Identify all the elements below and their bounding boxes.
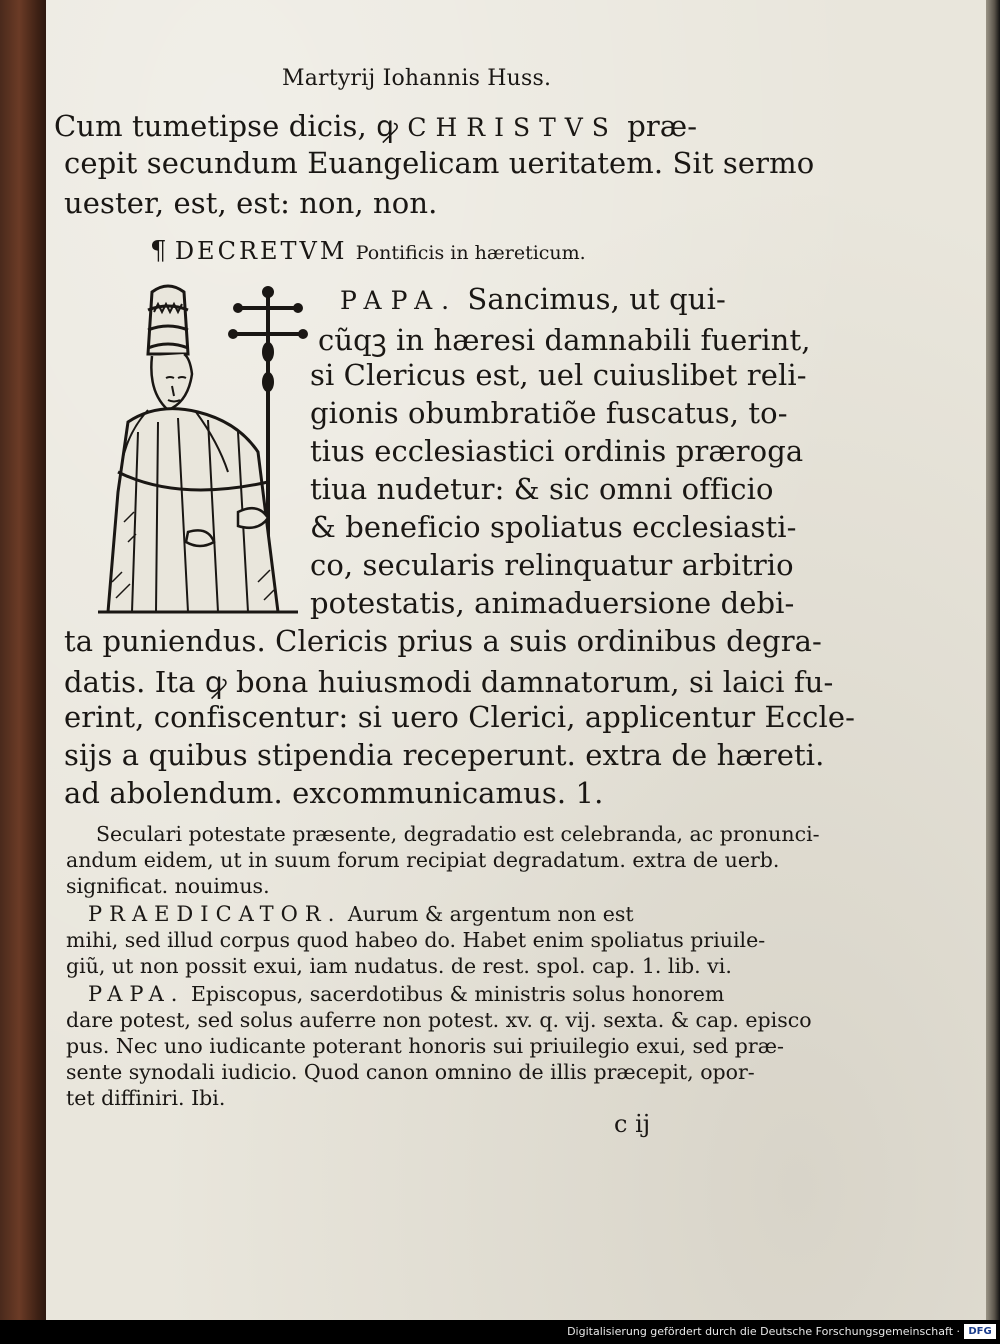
intro-line-2: cepit secundum Euangelicam ueritatem. Sit sermo: [64, 146, 815, 180]
papa-line-3: si Clericus est, uel cuiuslibet reli-: [310, 358, 807, 392]
intro-line-3: uester, est, est: non, non.: [64, 186, 438, 220]
pope-woodcut-illustration: [88, 282, 308, 618]
papa2-line-1-text: Episcopus, sacerdotibus & ministris solus honorem: [184, 982, 725, 1006]
funding-credit: Digitalisierung gefördert durch die Deutsche Forschungsgemeinschaft ·: [567, 1325, 960, 1338]
praedicator-speaker-label: PRAEDICATOR.: [88, 902, 342, 926]
body-line-2: datis. Ita ꝙ bona huiusmodi damnatorum, si laici fu-: [64, 665, 834, 699]
note-line-3: significat. nouimus.: [66, 874, 270, 898]
papa-line-8: co, secularis relinquatur arbitrio: [310, 548, 794, 582]
body-line-5: ad abolendum. excommunicamus. 1.: [64, 776, 604, 810]
pilcrow-mark: ¶: [150, 236, 167, 266]
papa2-line-2: dare potest, sed solus auferre non potest. xv. q. vij. sexta. & cap. episco: [66, 1008, 812, 1032]
book-binding: [0, 0, 48, 1320]
praedicator-line-1: [88, 902, 634, 926]
intro-line-1: [54, 106, 697, 145]
praedicator-line-3: giũ, ut non possit exui, iam nudatus. de rest. spol. cap. 1. lib. vi.: [66, 954, 732, 978]
papa-line-1: [340, 282, 726, 316]
body-line-1: ta puniendus. Clericis prius a suis ordinibus degra-: [64, 624, 822, 658]
papa-line-4: gionis obumbratiõe fuscatus, to-: [310, 396, 788, 430]
papa-line-9: potestatis, animaduersione debi-: [310, 586, 795, 620]
papa-speaker-label: PAPA.: [340, 286, 459, 315]
praedicator-line-1-text: Aurum & argentum non est: [341, 902, 634, 926]
running-title: Martyrij Iohannis Huss.: [282, 66, 552, 91]
papa2-line-1: [88, 982, 724, 1006]
signature-mark: c ij: [614, 1110, 651, 1138]
body-line-3: erint, confiscentur: si uero Clerici, applicentur Eccle-: [64, 700, 856, 734]
papa2-speaker-label: PAPA.: [88, 982, 185, 1006]
intro-line-1-text: Cum tumetipse dicis, ꝙ: [54, 109, 408, 143]
papa2-line-4: sente synodali iudicio. Quod canon omnino de illis præcepit, opor-: [66, 1060, 755, 1084]
papa2-line-3: pus. Nec uno iudicante poterant honoris sui priuilegio exui, sed præ-: [66, 1034, 784, 1058]
papa-line-2: cũqꝫ in hæresi damnabili fuerint,: [318, 323, 811, 357]
decree-heading-caps: DECRETVM: [174, 237, 348, 265]
body-line-4: sijs a quibus stipendia receperunt. extra de hæreti.: [64, 738, 825, 772]
dfg-logo: DFG: [964, 1324, 996, 1339]
christus-caps: CHRISTVS: [407, 113, 618, 142]
papa-line-1-text: Sancimus, ut qui-: [458, 282, 726, 316]
intro-line-1-end: præ-: [617, 109, 698, 143]
page-edge-shadow: [986, 0, 1000, 1320]
footer-bar: [0, 1320, 1000, 1344]
decree-heading-rest: Pontificis in hæreticum.: [355, 242, 586, 264]
note-line-2: andum eidem, ut in suum forum recipiat degradatum. extra de uerb.: [66, 848, 780, 872]
papa-line-5: tius ecclesiastici ordinis præroga: [310, 434, 804, 468]
papa-line-6: tiua nudetur: & sic omni officio: [310, 472, 774, 506]
decree-heading: [150, 236, 586, 266]
praedicator-line-2: mihi, sed illud corpus quod habeo do. Habet enim spoliatus priuile-: [66, 928, 766, 952]
papa2-line-5: tet diffiniri. Ibi.: [66, 1086, 226, 1110]
note-line-1: Seculari potestate præsente, degradatio est celebranda, ac pronunci-: [96, 822, 820, 846]
papa-line-7: & beneficio spoliatus ecclesiasti-: [310, 510, 797, 544]
